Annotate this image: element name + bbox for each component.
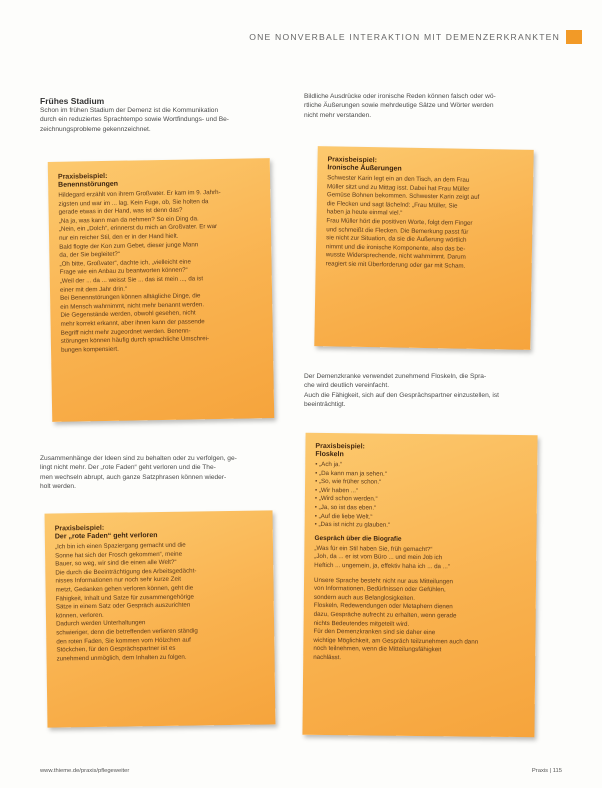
note-floskeln: [302, 433, 537, 737]
header-accent-badge: [566, 30, 582, 44]
note-line: können, verloren.: [55, 611, 104, 620]
note-line: und schmeißt die Flecken. Die Bemerkung passt für: [326, 225, 469, 236]
note-line: Bald flogte der Kon zum Gebet, dieser junge Mann: [59, 240, 199, 251]
note-line: „Oh bitte, Großvater“, dachte ich, „vielleicht eine: [59, 258, 191, 268]
note-line: reagiert sie mit Überforderung oder gar mit Scham.: [325, 260, 466, 270]
note-line: gerade etwas in der Hand, was ist denn das?: [58, 206, 183, 216]
note-line: nur ein reicher Stil, den er in der Hand hielt.: [59, 232, 179, 242]
right-mid-line: Der Demenzkranke verwendet zunehmend Floskeln, die Spra-: [304, 373, 487, 380]
intro-line: durch ein reduziertes Sprachtempo sowie Wortfindungs- und Be-: [40, 116, 229, 124]
note-body: [55, 541, 265, 664]
note-line: Unsere Sprache besteht nicht nur aus Mitteilungen: [314, 576, 454, 585]
note-line: wichtige Möglichkeit, am Gespräch teilzunehmen auch dann: [313, 636, 479, 646]
floskel-item: • „So, wie früher schon.“: [315, 478, 382, 486]
note-title: Benennstörungen: [58, 180, 119, 189]
note-line: ein Mensch wahrnimmt, nicht mehr benannt werden.: [60, 300, 205, 311]
note-line: Müller sitzt und zu Mittag isst. Dabei hat Frau Müller: [326, 182, 470, 193]
note-line: haben ja heute einmal viel.“: [326, 208, 403, 217]
right-intro: [304, 92, 566, 120]
note-title: Ironische Äußerungen: [327, 164, 402, 173]
running-header-title: ONE NONVERBALE INTERAKTION MIT DEMENZERKRANKTEN: [249, 32, 560, 42]
note-line: Gemüse Bohnen bekommen. Schwester Karin zeigt auf: [326, 191, 480, 202]
footer-page-number: Praxis | 115: [531, 768, 562, 774]
intro-line: Schon im frühen Stadium der Demenz ist die Kommunikation: [40, 107, 219, 114]
note-body: [315, 461, 528, 532]
note-line: wusste Widersprechende, nicht wahrnimmt. Darum: [325, 251, 466, 262]
note-line: nichts Bedeutendes mitgeteilt wird.: [313, 619, 410, 628]
note-line: „Nein, ein „Dolch“, erinnerst du mich an Großvater. Er war: [58, 223, 218, 234]
note-title: Der „rote Faden“ geht verloren: [54, 532, 158, 541]
note-line: dazu, Gespräche aufrecht zu erhalten, wenn gerade: [313, 610, 457, 620]
running-header: [0, 30, 602, 46]
note-line: von Informationen, Bedürfnissen oder Gefühlen,: [313, 585, 446, 594]
note-line: Dadurch werden Unterhaltungen: [56, 619, 146, 628]
right-intro-line: Bildliche Ausdrücke oder ironische Reden können falsch oder wö-: [304, 93, 496, 100]
right-mid-text: [304, 372, 566, 410]
floskel-item: • „Ja, so ist das eben.“: [314, 503, 377, 512]
note-line: Stöckchen, für den Gesprächspartner ist es: [56, 644, 176, 654]
note-title: Floskeln: [315, 450, 344, 459]
floskel-item: • „Wir haben ...“: [314, 486, 359, 495]
note-line: da, der Sie begleitet?“: [59, 250, 120, 259]
note-line: Die Gegenstände werden, obwohl gesehen, nicht: [60, 309, 196, 320]
left-mid-line: lingt nicht mehr. Der „rote Faden“ geht verloren und die The-: [40, 464, 216, 472]
note-line: Fähigkeit, Inhalt und Satze für zusammengehörige: [55, 593, 195, 603]
note-line: Floskeln, Redewendungen oder Metaphern dienen: [313, 602, 453, 611]
left-mid-line: Zusammenhänge der Ideen sind zu behalten oder zu verfolgen, ge-: [40, 455, 237, 462]
left-mid-text: [40, 454, 296, 492]
note-line: Frau Müller hört die positiven Worte, folgt dem Finger: [326, 217, 473, 227]
note-line: mehr korrekt erkannt, aber ihnen kann der passende: [60, 318, 205, 328]
note-line: nimmt und die ironische Komponente, also das be-: [325, 243, 466, 253]
note-line: metzt, Gedanken gehen verloren können, geht die: [55, 584, 194, 594]
note-body: [58, 188, 263, 355]
floskel-item: • „Wird schon werden.“: [314, 495, 378, 503]
note-line: nisses Informationen nur noch sehr kurze Zeit: [55, 576, 182, 585]
note-line: Bauer, so weg, wir sind die einen alle Welt?“: [55, 558, 177, 568]
note-line: Frage wie ein Anbau zu beantworten können?“: [59, 266, 188, 277]
floskel-item: • „Auf die liebe Welt.“: [314, 512, 373, 521]
note-line: Schwester Karin legt ein an den Tisch, an dem Frau: [327, 174, 470, 184]
floskel-item: • „Da kann man ja sehen.“: [315, 469, 387, 478]
note-line: nachlässt.: [313, 653, 342, 662]
note-line: „Joh, da ... er ist vom Büro ... und mein Job ich: [314, 553, 443, 562]
note-line: Heftich ... ungemein, ja, effektiv haha ich ... da ...“: [314, 561, 450, 571]
note-line: Sätze in einem Satz oder Gespräch auszurichten: [55, 601, 191, 611]
intro-line: zeichnungsprobleme gekennzeichnet.: [40, 125, 151, 133]
note-body: [326, 174, 524, 272]
note-line: „Weil der ... da ... weisst Sie ... das ist mein ..., da ist: [59, 275, 204, 285]
note-line: Begriff nicht mehr zugeordnet werden. Benenn-: [60, 326, 191, 337]
note-line: einer mit dem Jahr drin.“: [59, 285, 128, 294]
note-label: Praxisbeispiel:: [327, 156, 377, 165]
note-line: „Ich bin ich einen Spaziergang gemacht und die: [54, 541, 186, 551]
note-line: störungen können häufig durch sprachliche Umschrei-: [60, 335, 210, 345]
note-ironische-aeusserungen: [314, 146, 533, 350]
right-mid-line: Auch die Fähigkeit, sich auf den Gesprächspartner einzustellen, ist: [304, 391, 499, 399]
note-line: Die durch die Beeinträchtigung des Arbeitsgedächt-: [55, 567, 197, 577]
note-line: sondern auch aus Belanglosigkeiten.: [313, 593, 416, 602]
note-label: Praxisbeispiel:: [54, 524, 105, 533]
note-sub-body: [313, 545, 526, 665]
note-line: Für den Demenzkranken sind sie daher eine: [313, 627, 436, 637]
right-mid-line: beeinträchtigt.: [304, 401, 346, 409]
note-line: noch teilnehmen, wenn die Mitteilungsfähigkeit: [313, 645, 442, 654]
note-roter-faden: [45, 510, 276, 727]
left-mid-line: holt werden.: [40, 483, 76, 491]
note-line: den roten Faden, Sie kommen vom Hölzchen auf: [56, 636, 191, 645]
footer-url: www.thieme.de/praxis/pflegeweiter: [40, 768, 130, 774]
note-subtitle: Gespräch über die Biografie: [314, 534, 402, 543]
note-line: zigsten und war im ... lag. Kein Fuge, ob, Sie holten da: [58, 197, 209, 208]
right-mid-line: che wird deutlich vereinfacht.: [304, 382, 390, 390]
note-line: bungen kompensiert.: [60, 345, 119, 354]
note-line: „Was für ein Stil haben Sie, früh gemacht?“: [314, 544, 433, 553]
note-line: Sonne hat sich der Frosch gekommen“, meine: [55, 550, 183, 560]
note-line: die Flecken und sagt lächelnd: „Frau Müller, Sie: [326, 200, 458, 210]
note-label: Praxisbeispiel:: [57, 172, 108, 181]
note-line: schwieriger, denn die betreffenden verlieren ständig: [56, 627, 198, 637]
section-title: Frühes Stadium: [40, 96, 105, 106]
note-benennstoerungen: [48, 158, 275, 422]
note-label: Praxisbeispiel:: [315, 442, 365, 451]
right-intro-line: nicht mehr verstanden.: [304, 111, 372, 119]
note-line: sie nicht zur Situation, da sie die Äußerung wörtlich: [326, 234, 467, 244]
note-line: „Na ja, was kann man da nehmen? So ein Ding da.: [58, 215, 199, 225]
note-line: Hildegard erzählt von ihrem Großvater. Er kam im 9. Jahrh-: [58, 188, 221, 199]
floskel-item: • „Das ist nicht zu glauben.“: [314, 521, 391, 529]
note-line: zunehmend unmöglich, dem Inhalten zu folgen.: [56, 653, 187, 663]
right-intro-line: rtliche Äußerungen sowie mehrdeutige Sätze und Wörter werden: [304, 102, 494, 110]
floskel-item: • „Ach ja.“: [315, 460, 343, 469]
left-mid-line: men wechseln abrupt, auch ganze Satzphrasen können wieder-: [40, 473, 227, 481]
section-intro: [40, 106, 290, 134]
note-line: Bei Benennstörungen können alltägliche Dinge, die: [60, 292, 201, 302]
